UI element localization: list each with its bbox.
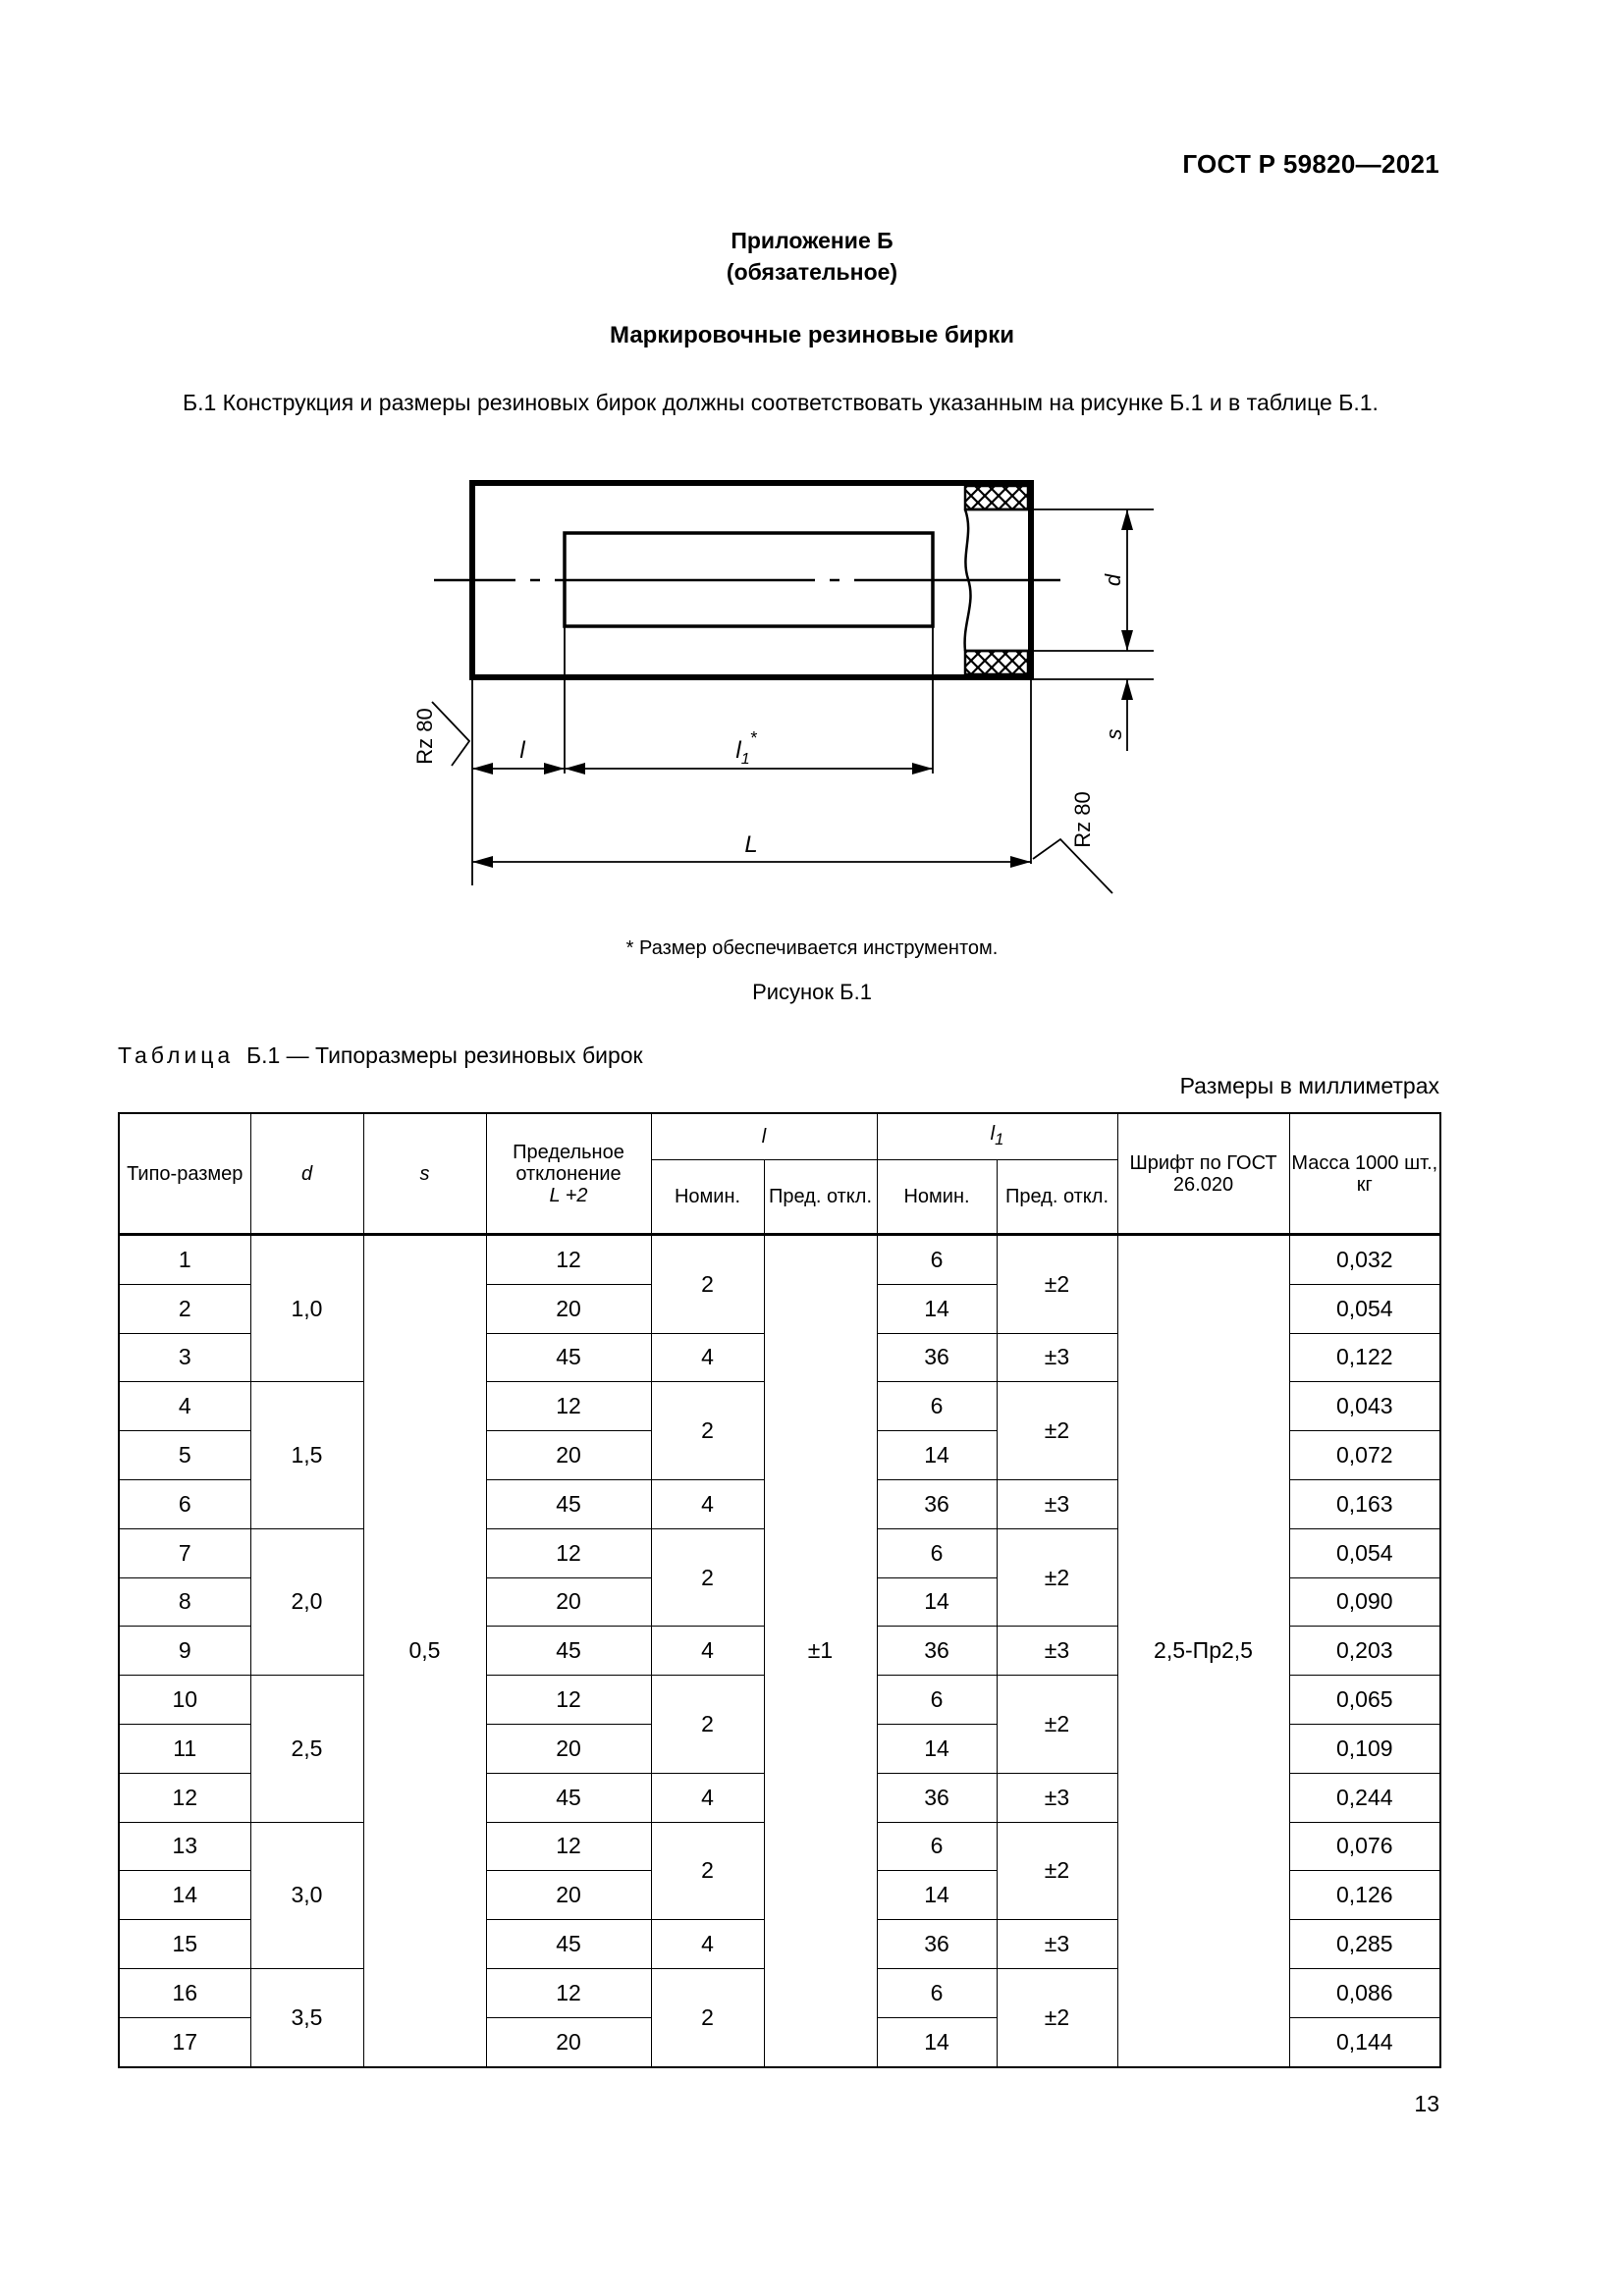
cell-l-nom: 4 xyxy=(651,1627,764,1676)
cell-l1-dev: ±2 xyxy=(997,1382,1117,1480)
cell-L: 12 xyxy=(486,1822,651,1871)
cell-l-nom: 4 xyxy=(651,1333,764,1382)
cell-d: 2,5 xyxy=(250,1676,363,1822)
cell-l1-dev: ±3 xyxy=(997,1920,1117,1969)
dimensions-table xyxy=(118,1112,1441,2068)
header-type: Типо-размер xyxy=(119,1113,250,1235)
cell-l-nom: 2 xyxy=(651,1676,764,1774)
cell-mass: 0,043 xyxy=(1289,1382,1440,1431)
section-title: Маркировочные резиновые бирки xyxy=(610,322,1014,348)
cell-type: 2 xyxy=(119,1284,250,1333)
cell-l1-dev: ±3 xyxy=(997,1773,1117,1822)
header-mass: Масса 1000 шт., кг xyxy=(1289,1113,1440,1235)
cell-l1-nom: 6 xyxy=(877,1235,997,1285)
cell-mass: 0,122 xyxy=(1289,1333,1440,1382)
cell-type: 9 xyxy=(119,1627,250,1676)
header-l1-nom: Номин. xyxy=(877,1160,997,1235)
cell-L: 20 xyxy=(486,1284,651,1333)
cell-L: 20 xyxy=(486,1577,651,1627)
header-l-nom: Номин. xyxy=(651,1160,764,1235)
cell-type: 3 xyxy=(119,1333,250,1382)
cell-type: 6 xyxy=(119,1479,250,1528)
table-body xyxy=(119,1235,1440,2067)
cell-l1-dev: ±2 xyxy=(997,1676,1117,1774)
document-code: ГОСТ Р 59820—2021 xyxy=(1182,149,1439,179)
cell-l1-nom: 36 xyxy=(877,1479,997,1528)
header-font: Шрифт по ГОСТ 26.020 xyxy=(1117,1113,1289,1235)
hatch-bottom xyxy=(965,651,1028,674)
header-l: l xyxy=(651,1113,877,1160)
cell-type: 12 xyxy=(119,1773,250,1822)
label-l1-sub: 1 xyxy=(740,751,750,768)
hatch-top xyxy=(965,486,1028,509)
cell-type: 10 xyxy=(119,1676,250,1725)
cell-mass: 0,076 xyxy=(1289,1822,1440,1871)
table-title xyxy=(118,1042,643,1069)
cell-l1-nom: 14 xyxy=(877,1871,997,1920)
cell-l1-nom: 36 xyxy=(877,1920,997,1969)
cell-d: 1,0 xyxy=(250,1235,363,1382)
cell-mass: 0,163 xyxy=(1289,1479,1440,1528)
cell-type: 17 xyxy=(119,2017,250,2066)
cell-d: 2,0 xyxy=(250,1528,363,1675)
cell-mass: 0,065 xyxy=(1289,1676,1440,1725)
table-title-rest: Б.1 — Типоразмеры резиновых бирок xyxy=(245,1042,643,1068)
cell-mass: 0,054 xyxy=(1289,1528,1440,1577)
label-L: L xyxy=(744,831,758,858)
cell-L: 45 xyxy=(486,1627,651,1676)
cell-L: 12 xyxy=(486,1382,651,1431)
figure-footnote: * Размер обеспечивается инструментом. xyxy=(625,937,999,959)
cell-type: 16 xyxy=(119,1968,250,2017)
cell-l1-dev: ±3 xyxy=(997,1479,1117,1528)
cell-type: 15 xyxy=(119,1920,250,1969)
cell-type: 7 xyxy=(119,1528,250,1577)
cell-L: 20 xyxy=(486,1871,651,1920)
cell-type: 14 xyxy=(119,1871,250,1920)
cell-mass: 0,126 xyxy=(1289,1871,1440,1920)
cell-l1-nom: 36 xyxy=(877,1773,997,1822)
cell-l1-nom: 36 xyxy=(877,1333,997,1382)
annex-status: (обязательное) xyxy=(726,259,898,285)
cell-L: 12 xyxy=(486,1676,651,1725)
cell-l-nom: 2 xyxy=(651,1382,764,1480)
cell-mass: 0,144 xyxy=(1289,2017,1440,2066)
cell-l-nom: 2 xyxy=(651,1968,764,2066)
cell-l1-dev: ±2 xyxy=(997,1528,1117,1627)
cell-l1-nom: 6 xyxy=(877,1382,997,1431)
units-note: Размеры в миллиметрах xyxy=(1179,1073,1439,1098)
cell-l-nom: 4 xyxy=(651,1920,764,1969)
cell-l-nom: 2 xyxy=(651,1235,764,1334)
cell-type: 5 xyxy=(119,1431,250,1480)
cell-l1-nom: 36 xyxy=(877,1627,997,1676)
roughness-right: Rz 80 xyxy=(1070,791,1095,848)
cell-L: 45 xyxy=(486,1333,651,1382)
cell-l1-nom: 6 xyxy=(877,1528,997,1577)
cell-font: 2,5-Пр2,5 xyxy=(1117,1235,1289,2067)
cell-s: 0,5 xyxy=(363,1235,486,2067)
cell-l1-dev: ±3 xyxy=(997,1333,1117,1382)
cell-type: 13 xyxy=(119,1822,250,1871)
header-l1-main: l xyxy=(990,1123,996,1145)
cell-mass: 0,072 xyxy=(1289,1431,1440,1480)
page-number: 13 xyxy=(1414,2091,1439,2116)
table-title-prefix: Таблица xyxy=(118,1042,235,1068)
cell-l-nom: 4 xyxy=(651,1773,764,1822)
cell-mass: 0,086 xyxy=(1289,1968,1440,2017)
cell-mass: 0,090 xyxy=(1289,1577,1440,1627)
cell-l1-nom: 6 xyxy=(877,1968,997,2017)
label-l1-main: l xyxy=(735,737,741,764)
cell-L: 12 xyxy=(486,1528,651,1577)
label-d: d xyxy=(1101,573,1125,587)
cell-l1-nom: 14 xyxy=(877,1431,997,1480)
header-l-pred: Пред. откл. xyxy=(764,1160,877,1235)
cell-mass: 0,203 xyxy=(1289,1627,1440,1676)
cell-l1-dev: ±2 xyxy=(997,1822,1117,1920)
header-d: d xyxy=(250,1113,363,1235)
cell-type: 8 xyxy=(119,1577,250,1627)
cell-L: 45 xyxy=(486,1479,651,1528)
cell-L: 45 xyxy=(486,1773,651,1822)
cell-type: 4 xyxy=(119,1382,250,1431)
cell-type: 1 xyxy=(119,1235,250,1285)
cell-mass: 0,032 xyxy=(1289,1235,1440,1285)
header-l1-pred: Пред. откл. xyxy=(997,1160,1117,1235)
cell-l1-nom: 6 xyxy=(877,1822,997,1871)
cell-l-nom: 4 xyxy=(651,1479,764,1528)
cell-l1-dev: ±2 xyxy=(997,1968,1117,2066)
header-deviation-text: Предельное отклонение xyxy=(513,1141,624,1185)
label-l1 xyxy=(735,728,757,768)
roughness-left-mark xyxy=(432,702,469,766)
roughness-left: Rz 80 xyxy=(412,708,437,765)
cell-L: 12 xyxy=(486,1968,651,2017)
cell-l-dev: ±1 xyxy=(764,1235,877,2067)
label-s: s xyxy=(1102,728,1126,740)
cell-l1-nom: 6 xyxy=(877,1676,997,1725)
header-deviation xyxy=(486,1113,651,1235)
cell-L: 20 xyxy=(486,2017,651,2066)
cell-l1-dev: ±3 xyxy=(997,1627,1117,1676)
cell-L: 45 xyxy=(486,1920,651,1969)
label-l: l xyxy=(519,737,525,764)
cell-d: 1,5 xyxy=(250,1382,363,1528)
header-l1 xyxy=(877,1113,1117,1160)
header-l1-sub: 1 xyxy=(995,1130,1004,1148)
paragraph-text: Б.1 Конструкция и размеры резиновых бирок должны соответствовать указанным на рисунке Б.1 и в таблице Б.1. xyxy=(183,390,1379,415)
cell-l1-nom: 14 xyxy=(877,1724,997,1773)
cell-d: 3,5 xyxy=(250,1968,363,2066)
tag-drawing xyxy=(373,461,1178,903)
cell-mass: 0,054 xyxy=(1289,1284,1440,1333)
cell-mass: 0,285 xyxy=(1289,1920,1440,1969)
cell-L: 20 xyxy=(486,1431,651,1480)
body-paragraph xyxy=(118,383,1439,422)
cell-l-nom: 2 xyxy=(651,1822,764,1920)
figure-caption: Рисунок Б.1 xyxy=(752,980,872,1004)
cell-l1-nom: 14 xyxy=(877,2017,997,2066)
cell-l-nom: 2 xyxy=(651,1528,764,1627)
cell-l1-nom: 14 xyxy=(877,1284,997,1333)
cell-mass: 0,109 xyxy=(1289,1724,1440,1773)
label-l1-star: * xyxy=(749,728,757,748)
cell-L: 12 xyxy=(486,1235,651,1285)
cell-type: 11 xyxy=(119,1724,250,1773)
cell-l1-dev: ±2 xyxy=(997,1235,1117,1334)
cell-L: 20 xyxy=(486,1724,651,1773)
header-deviation-L: L +2 xyxy=(549,1184,588,1206)
cell-d: 3,0 xyxy=(250,1822,363,1968)
annex-title: Приложение Б xyxy=(731,228,893,253)
cell-l1-nom: 14 xyxy=(877,1577,997,1627)
cell-mass: 0,244 xyxy=(1289,1773,1440,1822)
table-row xyxy=(119,1235,1440,1285)
header-s: s xyxy=(363,1113,486,1235)
